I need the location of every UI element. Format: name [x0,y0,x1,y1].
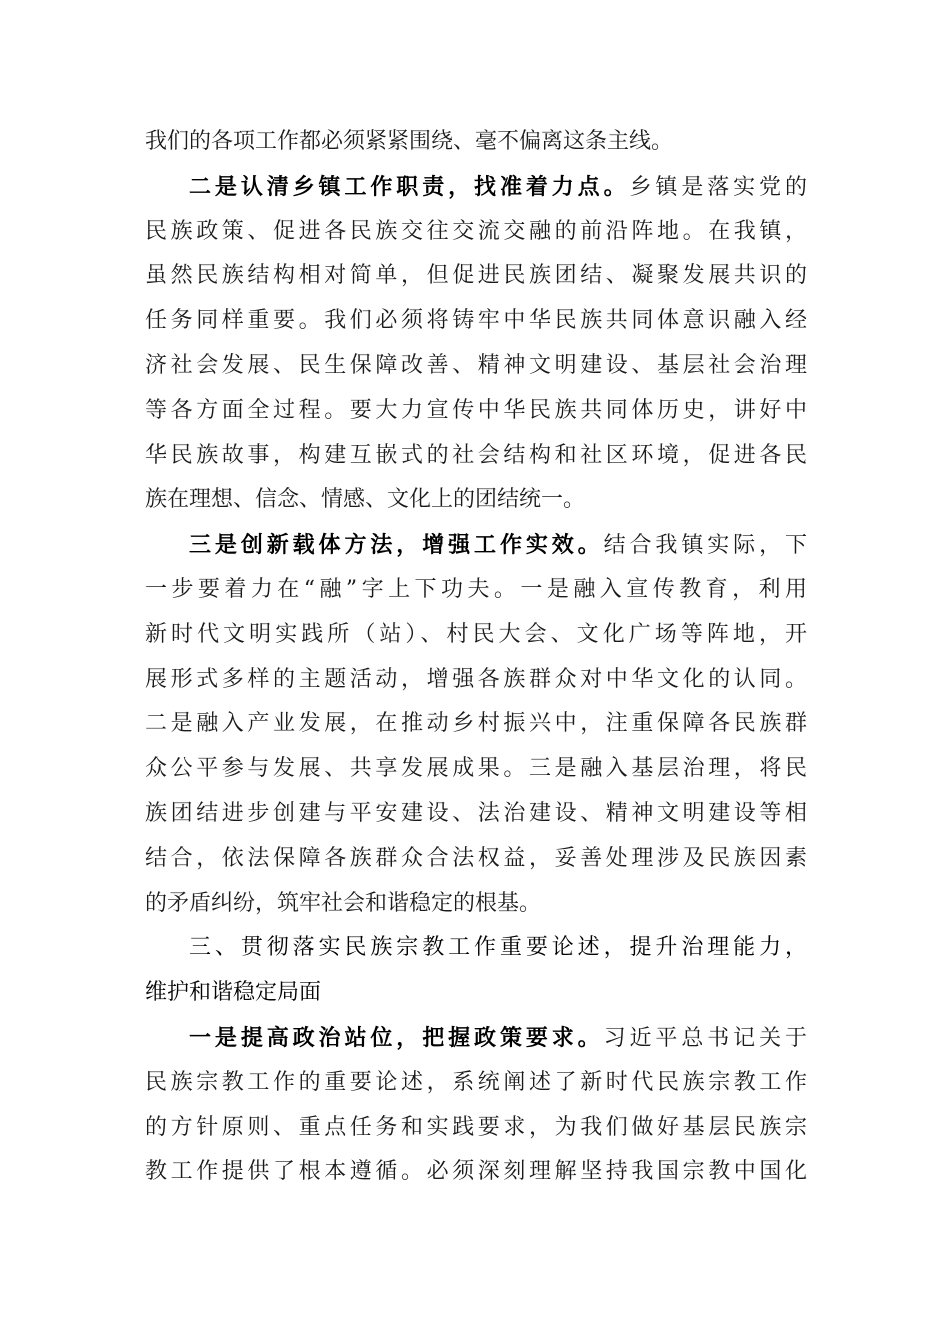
paragraph-line [145,434,807,479]
paragraph-line [145,210,807,255]
body-text: 等各方面全过程。要大力宣传中华民族共同体历史，讲好中 [145,397,807,423]
body-text: 我们的各项工作都必须紧紧围绕、毫不偏离这条主线。 [145,129,674,154]
paragraph-line [145,1061,807,1106]
paragraph-line [145,254,807,299]
body-text: 族团结进步创建与平安建设、法治建设、精神文明建设等相 [145,800,807,826]
body-text: 民族宗教工作的重要论述，系统阐述了新时代民族宗教工作 [145,1069,807,1095]
paragraph-line [145,882,807,927]
body-text: 结合我镇实际，下 [603,533,807,559]
paragraph-line [145,523,807,568]
paragraph-line [145,747,807,792]
body-text: 华民族故事，构建互嵌式的社会结构和社区环境，促进各民 [145,442,807,468]
body-text: 乡镇是落实党的 [629,174,807,200]
bold-lead: 一是提高政治站位，把握政策要求。 [189,1024,604,1051]
document-page [145,120,807,1195]
body-text: 民族政策、促进各民族交往交流交融的前沿阵地。在我镇， [145,218,807,244]
paragraph-line [145,613,807,658]
paragraph-line [145,165,807,210]
paragraph-line [145,658,807,703]
section-heading [145,971,807,1016]
body-text: 新时代文明实践所（站）、村民大会、文化广场等阵地，开 [145,621,807,647]
bold-lead: 二是认清乡镇工作职责，找准着力点。 [189,173,630,200]
body-text: 族在理想、信念、情感、文化上的团结统一。 [145,487,586,513]
body-text: 展形式多样的主题活动，增强各族群众对中华文化的认同。 [145,666,807,692]
body-text: 教工作提供了根本遵循。必须深刻理解坚持我国宗教中国化 [145,1159,807,1185]
paragraph-line [145,120,807,165]
body-text: 结合，依法保障各族群众合法权益，妥善处理涉及民族因素 [145,845,807,871]
paragraph-line [145,478,807,523]
paragraph-line [145,702,807,747]
body-text: 济社会发展、民生保障改善、精神文明建设、基层社会治理 [145,352,807,378]
paragraph-line [145,1150,807,1195]
bold-lead: 三是创新载体方法，增强工作实效。 [189,532,604,559]
paragraph-line [145,1106,807,1151]
body-text: 的方针原则、重点任务和实践要求，为我们做好基层民族宗 [145,1114,807,1140]
paragraph-line [145,792,807,837]
body-text: 一步要着力在“融”字上下功夫。一是融入宣传教育，利用 [145,576,807,602]
body-text: 任务同样重要。我们必须将铸牢中华民族共同体意识融入经 [145,308,807,334]
paragraph-line [145,344,807,389]
body-text: 习近平总书记关于 [603,1025,807,1051]
body-text: 二是融入产业发展，在推动乡村振兴中，注重保障各民族群 [145,711,807,737]
paragraph-line [145,389,807,434]
paragraph-line [145,299,807,344]
heading-text: 三、贯彻落实民族宗教工作重要论述，提升治理能力， [189,935,807,961]
body-text: 虽然民族结构相对简单，但促进民族团结、凝聚发展共识的 [145,263,807,289]
paragraph-line [145,1016,807,1061]
section-heading [145,926,807,971]
body-text: 众公平参与发展、共享发展成果。三是融入基层治理，将民 [145,756,807,782]
heading-text: 维护和谐稳定局面 [145,980,322,1006]
paragraph-line [145,568,807,613]
paragraph-line [145,837,807,882]
body-text: 的矛盾纠纷，筑牢社会和谐稳定的根基。 [145,890,542,916]
